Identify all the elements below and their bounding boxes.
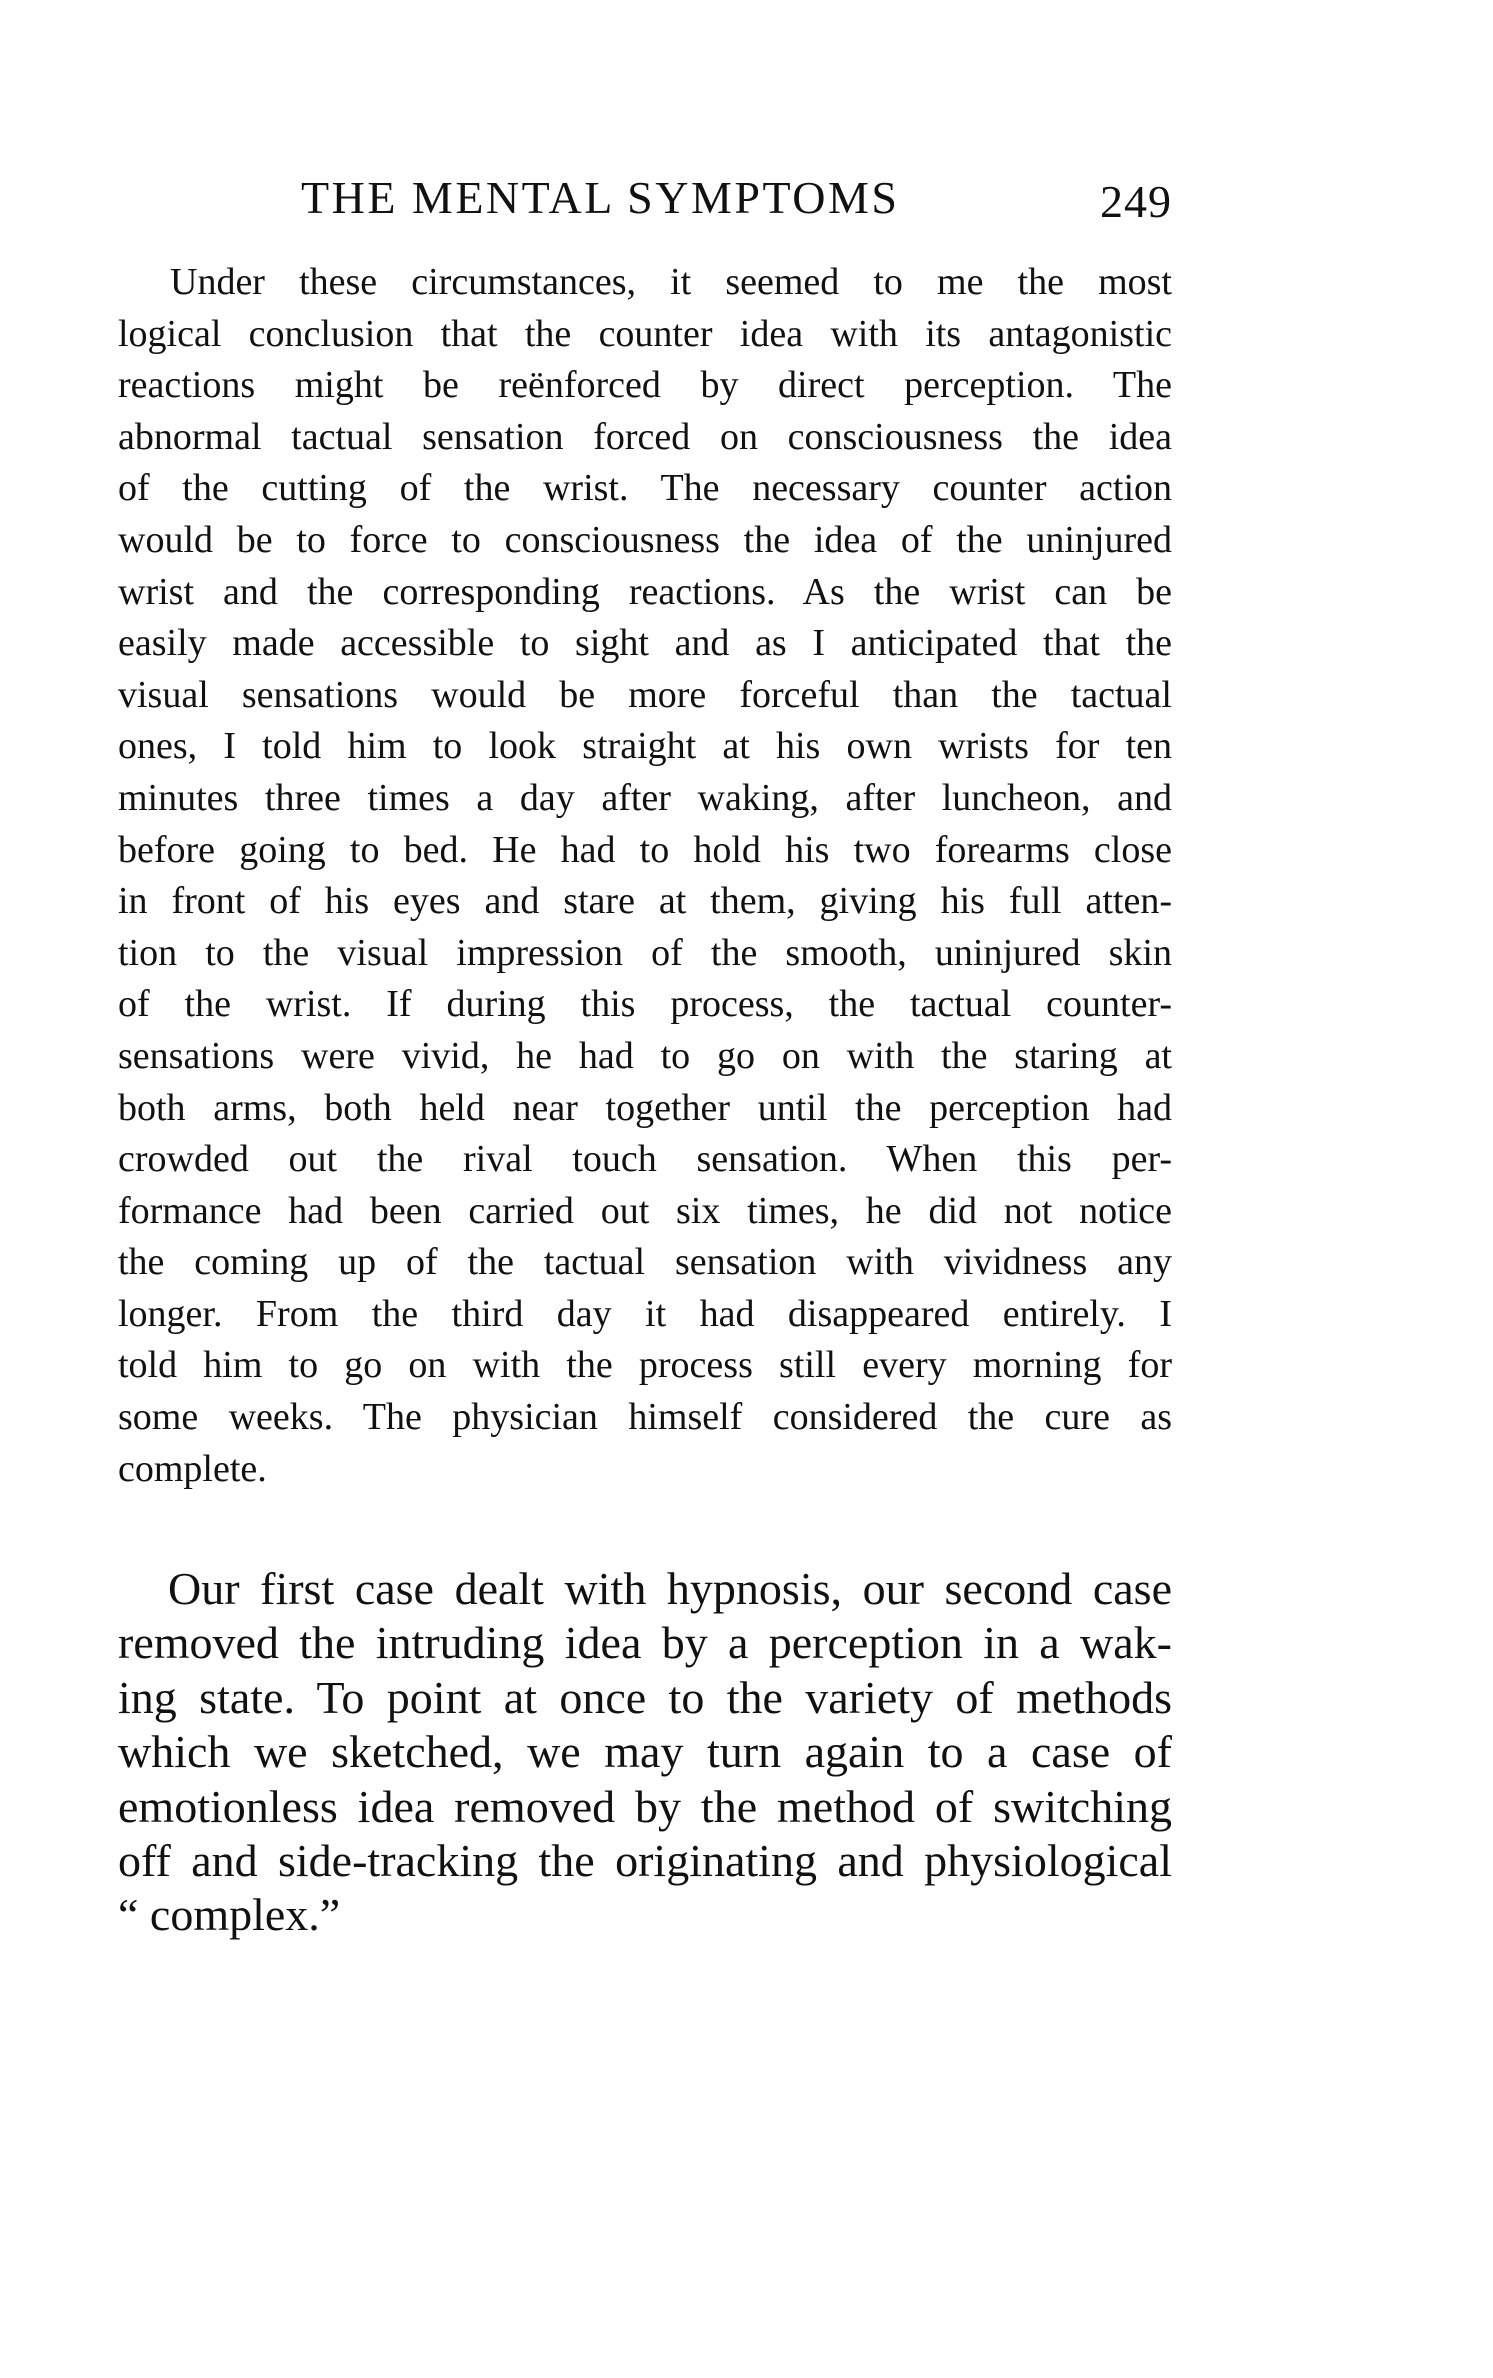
text-line: of the wrist. If during this process, the tactual counter- — [118, 983, 1172, 1026]
text-line: complete. — [118, 1447, 267, 1490]
text-line: Under these circumstances, it seemed to me the most — [170, 261, 1172, 303]
text-line: easily made accessible to sight and as I anticipated that the — [118, 622, 1172, 665]
paragraph-large-print — [118, 1562, 1172, 1943]
text-line: before going to bed. He had to hold his two forearms close — [118, 828, 1172, 871]
page-number: 249 — [1100, 176, 1172, 227]
text-line: told him to go on with the process still every morning for — [118, 1344, 1172, 1387]
text-line: off and side-tracking the originating and physiological — [118, 1835, 1172, 1887]
text-line: ing state. To point at once to the variety of methods — [118, 1671, 1172, 1723]
text-line: emotionless idea removed by the method of switching — [118, 1780, 1172, 1832]
text-line: formance had been carried out six times, he did not notice — [118, 1189, 1172, 1232]
text-line: the coming up of the tactual sensation with vividness any — [118, 1241, 1172, 1284]
text-line: Our first case dealt with hypnosis, our second case — [168, 1563, 1172, 1614]
text-line: abnormal tactual sensation forced on consciousness the idea — [118, 415, 1172, 458]
text-line: which we sketched, we may turn again to a case of — [118, 1726, 1172, 1778]
text-line: removed the intruding idea by a perception in a wak- — [118, 1617, 1172, 1669]
text-line: reactions might be reënforced by direct perception. The — [118, 364, 1172, 407]
paragraph-small-print — [118, 257, 1172, 1495]
running-title: THE MENTAL SYMPTOMS — [301, 172, 900, 223]
text-line: logical conclusion that the counter idea with its antagonistic — [118, 312, 1172, 355]
text-line: would be to force to consciousness the idea of the uninjured — [118, 518, 1172, 561]
text-line: both arms, both held near together until the perception had — [118, 1086, 1172, 1129]
running-head — [118, 168, 1172, 228]
text-line: ones, I told him to look straight at his own wrists for ten — [118, 725, 1172, 768]
text-line: sensations were vivid, he had to go on with the staring at — [118, 1034, 1172, 1077]
text-line: tion to the visual impression of the smooth, uninjured skin — [118, 931, 1172, 974]
text-line: some weeks. The physician himself considered the cure as — [118, 1396, 1172, 1439]
text-line: “ complex.” — [118, 1889, 341, 1941]
text-line: wrist and the corresponding reactions. As the wrist can be — [118, 570, 1172, 613]
text-line: of the cutting of the wrist. The necessary counter action — [118, 467, 1172, 510]
text-line: visual sensations would be more forceful than the tactual — [118, 673, 1172, 716]
text-line: in front of his eyes and stare at them, giving his full atten- — [118, 880, 1172, 923]
text-line: longer. From the third day it had disappeared entirely. I — [118, 1292, 1172, 1335]
text-line: minutes three times a day after waking, after luncheon, and — [118, 776, 1172, 819]
text-line: crowded out the rival touch sensation. When this per- — [118, 1138, 1172, 1181]
